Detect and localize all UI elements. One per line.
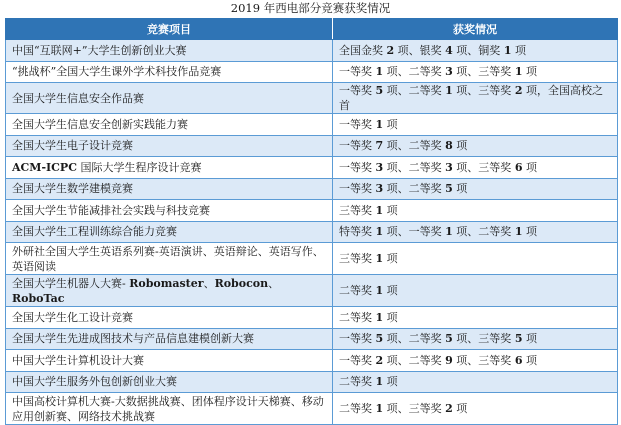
awards-table [5,18,618,425]
table-row [6,157,618,179]
table-title: 2019 年西电部分竞赛获奖情况 [230,1,391,15]
competition-cell: 全国大学生机器人大赛- Robomaster、Robocon、RoboTac [6,275,333,307]
competition-cell: 中国高校计算机大赛-大数据挑战赛、团体程序设计天梯赛、移动应用创新赛、网络技术挑战赛 [6,393,333,425]
table-row [6,61,618,83]
header-row [6,19,618,40]
competition-cell: 全国大学生电子设计竞赛 [6,135,333,157]
competition-cell: 全国大学生化工设计竞赛 [6,307,333,329]
competition-cell: 全国大学生节能减排社会实践与科技竞赛 [6,200,333,222]
awards-cell: 二等奖 1 项 [333,275,618,307]
table-body [6,40,618,425]
awards-cell: 三等奖 1 项 [333,200,618,222]
table-row [6,135,618,157]
awards-cell: 特等奖 1 项、一等奖 1 项、二等奖 1 项 [333,221,618,243]
awards-cell: 三等奖 1 项 [333,243,618,275]
awards-cell: 一等奖 3 项、二等奖 5 项 [333,178,618,200]
competition-cell: 全国大学生数学建模竞赛 [6,178,333,200]
awards-cell: 一等奖 5 项、二等奖 1 项、三等奖 2 项，全国高校之首 [333,83,618,114]
header-awards: 获奖情况 [333,19,618,40]
awards-cell: 二等奖 1 项、三等奖 2 项 [333,393,618,425]
competition-cell: 全国大学生工程训练综合能力竞赛 [6,221,333,243]
competition-cell: 全国大学生先进成图技术与产品信息建模创新大赛 [6,328,333,350]
table-row [6,178,618,200]
competition-cell: ACM-ICPC 国际大学生程序设计竞赛 [6,157,333,179]
table-row [6,371,618,393]
table-row [6,200,618,222]
competition-cell: 中国大学生计算机设计大赛 [6,350,333,372]
table-row [6,114,618,136]
table-row [6,243,618,275]
table-row [6,83,618,114]
table-row [6,307,618,329]
competition-cell: 全国大学生信息安全作品赛 [6,83,333,114]
table-header [6,19,618,40]
table-row [6,221,618,243]
awards-cell: 一等奖 1 项 [333,114,618,136]
table-row [6,40,618,62]
awards-cell: 一等奖 5 项、二等奖 5 项、三等奖 5 项 [333,328,618,350]
awards-cell: 一等奖 7 项、二等奖 8 项 [333,135,618,157]
awards-cell: 二等奖 1 项 [333,307,618,329]
competition-cell: 全国大学生信息安全创新实践能力赛 [6,114,333,136]
header-competition: 竞赛项目 [6,19,333,40]
awards-cell: 一等奖 3 项、二等奖 3 项、三等奖 6 项 [333,157,618,179]
awards-cell: 全国金奖 2 项、银奖 4 项、铜奖 1 项 [333,40,618,62]
competition-cell: 中国“互联网+”大学生创新创业大赛 [6,40,333,62]
awards-cell: 一等奖 2 项、二等奖 9 项、三等奖 6 项 [333,350,618,372]
table-row [6,350,618,372]
awards-cell: 二等奖 1 项 [333,371,618,393]
table-row [6,275,618,307]
table-row [6,393,618,425]
table-row [6,328,618,350]
awards-cell: 一等奖 1 项、二等奖 3 项、三等奖 1 项 [333,61,618,83]
competition-cell: 外研社全国大学生英语系列赛-英语演讲、英语辩论、英语写作、英语阅读 [6,243,333,275]
competition-cell: 中国大学生服务外包创新创业大赛 [6,371,333,393]
competition-cell: “挑战杯”全国大学生课外学术科技作品竞赛 [6,61,333,83]
